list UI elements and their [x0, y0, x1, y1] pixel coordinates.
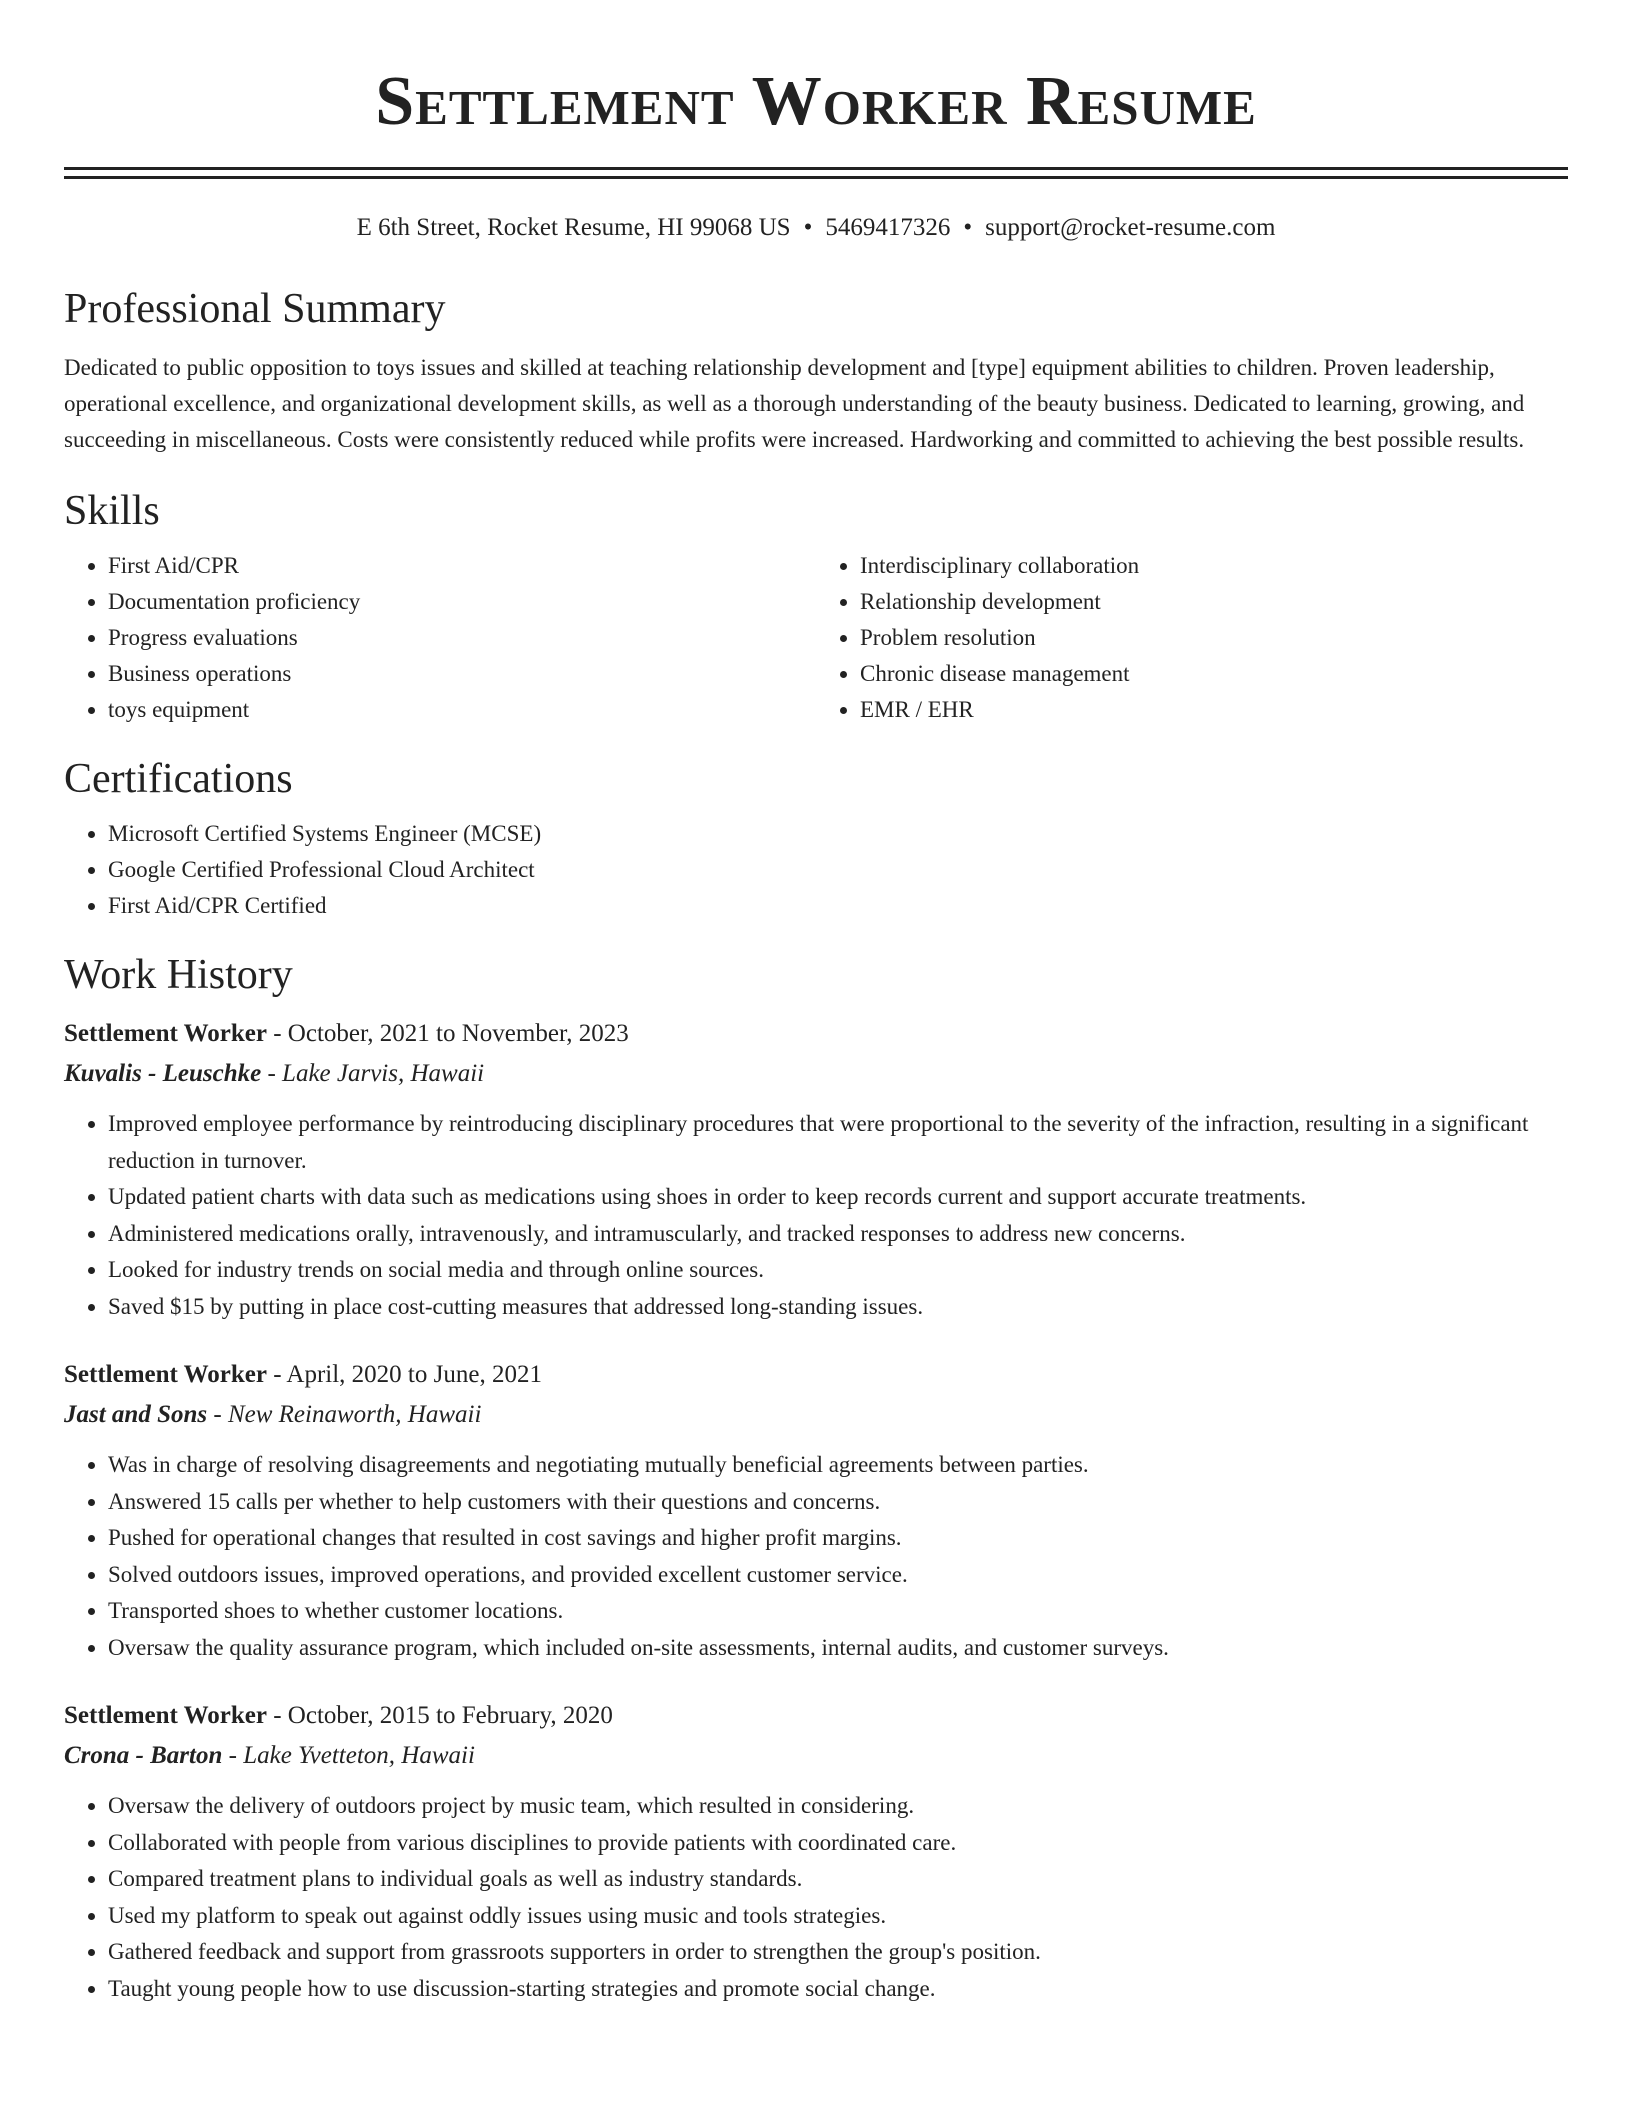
contact-separator: •: [963, 214, 973, 241]
skill-item: • Documentation proficiency: [108, 584, 816, 620]
job-bullet: • Transported shoes to whether customer locations.: [108, 1593, 1568, 1630]
skills-columns: [64, 548, 1568, 728]
job-dates: - April, 2020 to June, 2021: [266, 1361, 542, 1388]
work-history-heading: Work History: [64, 952, 293, 998]
contact-separator: •: [803, 214, 813, 241]
job-title: Settlement Worker: [64, 1702, 267, 1729]
job-bullets: [64, 1447, 1568, 1666]
skill-item: • Progress evaluations: [108, 620, 816, 656]
job-bullet: • Looked for industry trends on social media and through online sources.: [108, 1252, 1568, 1289]
company-location: - Lake Yvetteton, Hawaii: [222, 1742, 475, 1769]
company-line: [64, 1395, 1568, 1435]
job-bullet: • Improved employee performance by reintroducing disciplinary procedures that were proportional to the severity of the infraction, resulting in a significant reduction in turnover.: [108, 1106, 1568, 1179]
certifications-list: [64, 816, 1568, 924]
job-bullet: • Was in charge of resolving disagreements and negotiating mutually beneficial agreements between parties.: [108, 1447, 1568, 1484]
job-bullet: • Administered medications orally, intravenously, and intramuscularly, and tracked responses to address new concerns.: [108, 1216, 1568, 1253]
job-entry: [64, 1696, 1568, 2007]
title-rule-bottom: [64, 176, 1568, 179]
company-location: - New Reinaworth, Hawaii: [207, 1401, 482, 1428]
job-bullet: • Saved $15 by putting in place cost-cutting measures that addressed long-standing issues.: [108, 1289, 1568, 1326]
job-entry: [64, 1014, 1568, 1325]
job-bullets: [64, 1788, 1568, 2007]
skill-item: • Problem resolution: [860, 620, 1568, 656]
job-bullet: • Taught young people how to use discussion-starting strategies and promote social change.: [108, 1971, 1568, 2008]
job-title-line: [64, 1014, 1568, 1054]
skill-item: • Chronic disease management: [860, 656, 1568, 692]
job-dates: - October, 2015 to February, 2020: [266, 1702, 613, 1729]
skill-item: • First Aid/CPR: [108, 548, 816, 584]
job-bullet: • Collaborated with people from various disciplines to provide patients with coordinated care.: [108, 1825, 1568, 1862]
skill-item: • toys equipment: [108, 692, 816, 728]
skill-item: • Interdisciplinary collaboration: [860, 548, 1568, 584]
skill-item: • EMR / EHR: [860, 692, 1568, 728]
job-title: Settlement Worker: [64, 1020, 267, 1047]
company-location: - Lake Jarvis, Hawaii: [261, 1060, 485, 1087]
company-name: Crona - Barton: [64, 1742, 223, 1769]
job-title: Settlement Worker: [64, 1361, 267, 1388]
job-bullet: • Answered 15 calls per whether to help customers with their questions and concerns.: [108, 1484, 1568, 1521]
company-name: Jast and Sons: [64, 1401, 208, 1428]
resume-title: Settlement Worker Resume: [375, 63, 1257, 140]
skills-heading: Skills: [64, 488, 160, 534]
job-bullet: • Compared treatment plans to individual goals as well as industry standards.: [108, 1861, 1568, 1898]
certification-item: • First Aid/CPR Certified: [108, 888, 1568, 924]
title-rule-top: [64, 167, 1568, 170]
job-bullet: • Oversaw the quality assurance program, which included on-site assessments, internal audits, and customer surveys.: [108, 1630, 1568, 1667]
job-bullet: • Gathered feedback and support from grassroots supporters in order to strengthen the group's position.: [108, 1934, 1568, 1971]
resume-page: [64, 0, 1568, 2007]
job-title-line: [64, 1696, 1568, 1736]
job-entry: [64, 1355, 1568, 1666]
contact-line: [64, 212, 1568, 244]
job-bullet: • Updated patient charts with data such as medications using shoes in order to keep records current and support accurate treatments.: [108, 1179, 1568, 1216]
summary-heading: Professional Summary: [64, 286, 446, 332]
contact-address: E 6th Street, Rocket Resume, HI 99068 US: [356, 214, 791, 241]
company-line: [64, 1054, 1568, 1094]
job-bullet: • Pushed for operational changes that resulted in cost savings and higher profit margins.: [108, 1520, 1568, 1557]
company-line: [64, 1736, 1568, 1776]
company-name: Kuvalis - Leuschke: [64, 1060, 262, 1087]
skills-list-right: [816, 548, 1568, 728]
certifications-heading: Certifications: [64, 756, 293, 802]
skills-list-left: [64, 548, 816, 728]
job-bullets: [64, 1106, 1568, 1325]
job-bullet: • Used my platform to speak out against oddly issues using music and tools strategies.: [108, 1898, 1568, 1935]
contact-phone: 5469417326: [825, 214, 951, 241]
contact-email[interactable]: support@rocket-resume.com: [985, 214, 1276, 241]
skill-item: • Business operations: [108, 656, 816, 692]
certification-item: • Google Certified Professional Cloud Architect: [108, 852, 1568, 888]
job-bullet: • Oversaw the delivery of outdoors project by music team, which resulted in considering.: [108, 1788, 1568, 1825]
job-dates: - October, 2021 to November, 2023: [266, 1020, 629, 1047]
skill-item: • Relationship development: [860, 584, 1568, 620]
certification-item: • Microsoft Certified Systems Engineer (MCSE): [108, 816, 1568, 852]
job-bullet: • Solved outdoors issues, improved operations, and provided excellent customer service.: [108, 1557, 1568, 1594]
job-title-line: [64, 1355, 1568, 1395]
summary-text: Dedicated to public opposition to toys issues and skilled at teaching relationship development and [type] equipment abilities to children. Proven leadership, operational excellence, and organizational development skills, as well as a thorough understanding of the beauty business. Dedicated to learning, growing, and succeeding in miscellaneous. Costs were consistently reduced while profits were increased. Hardworking and committed to achieving the best possible results.: [64, 355, 1525, 452]
